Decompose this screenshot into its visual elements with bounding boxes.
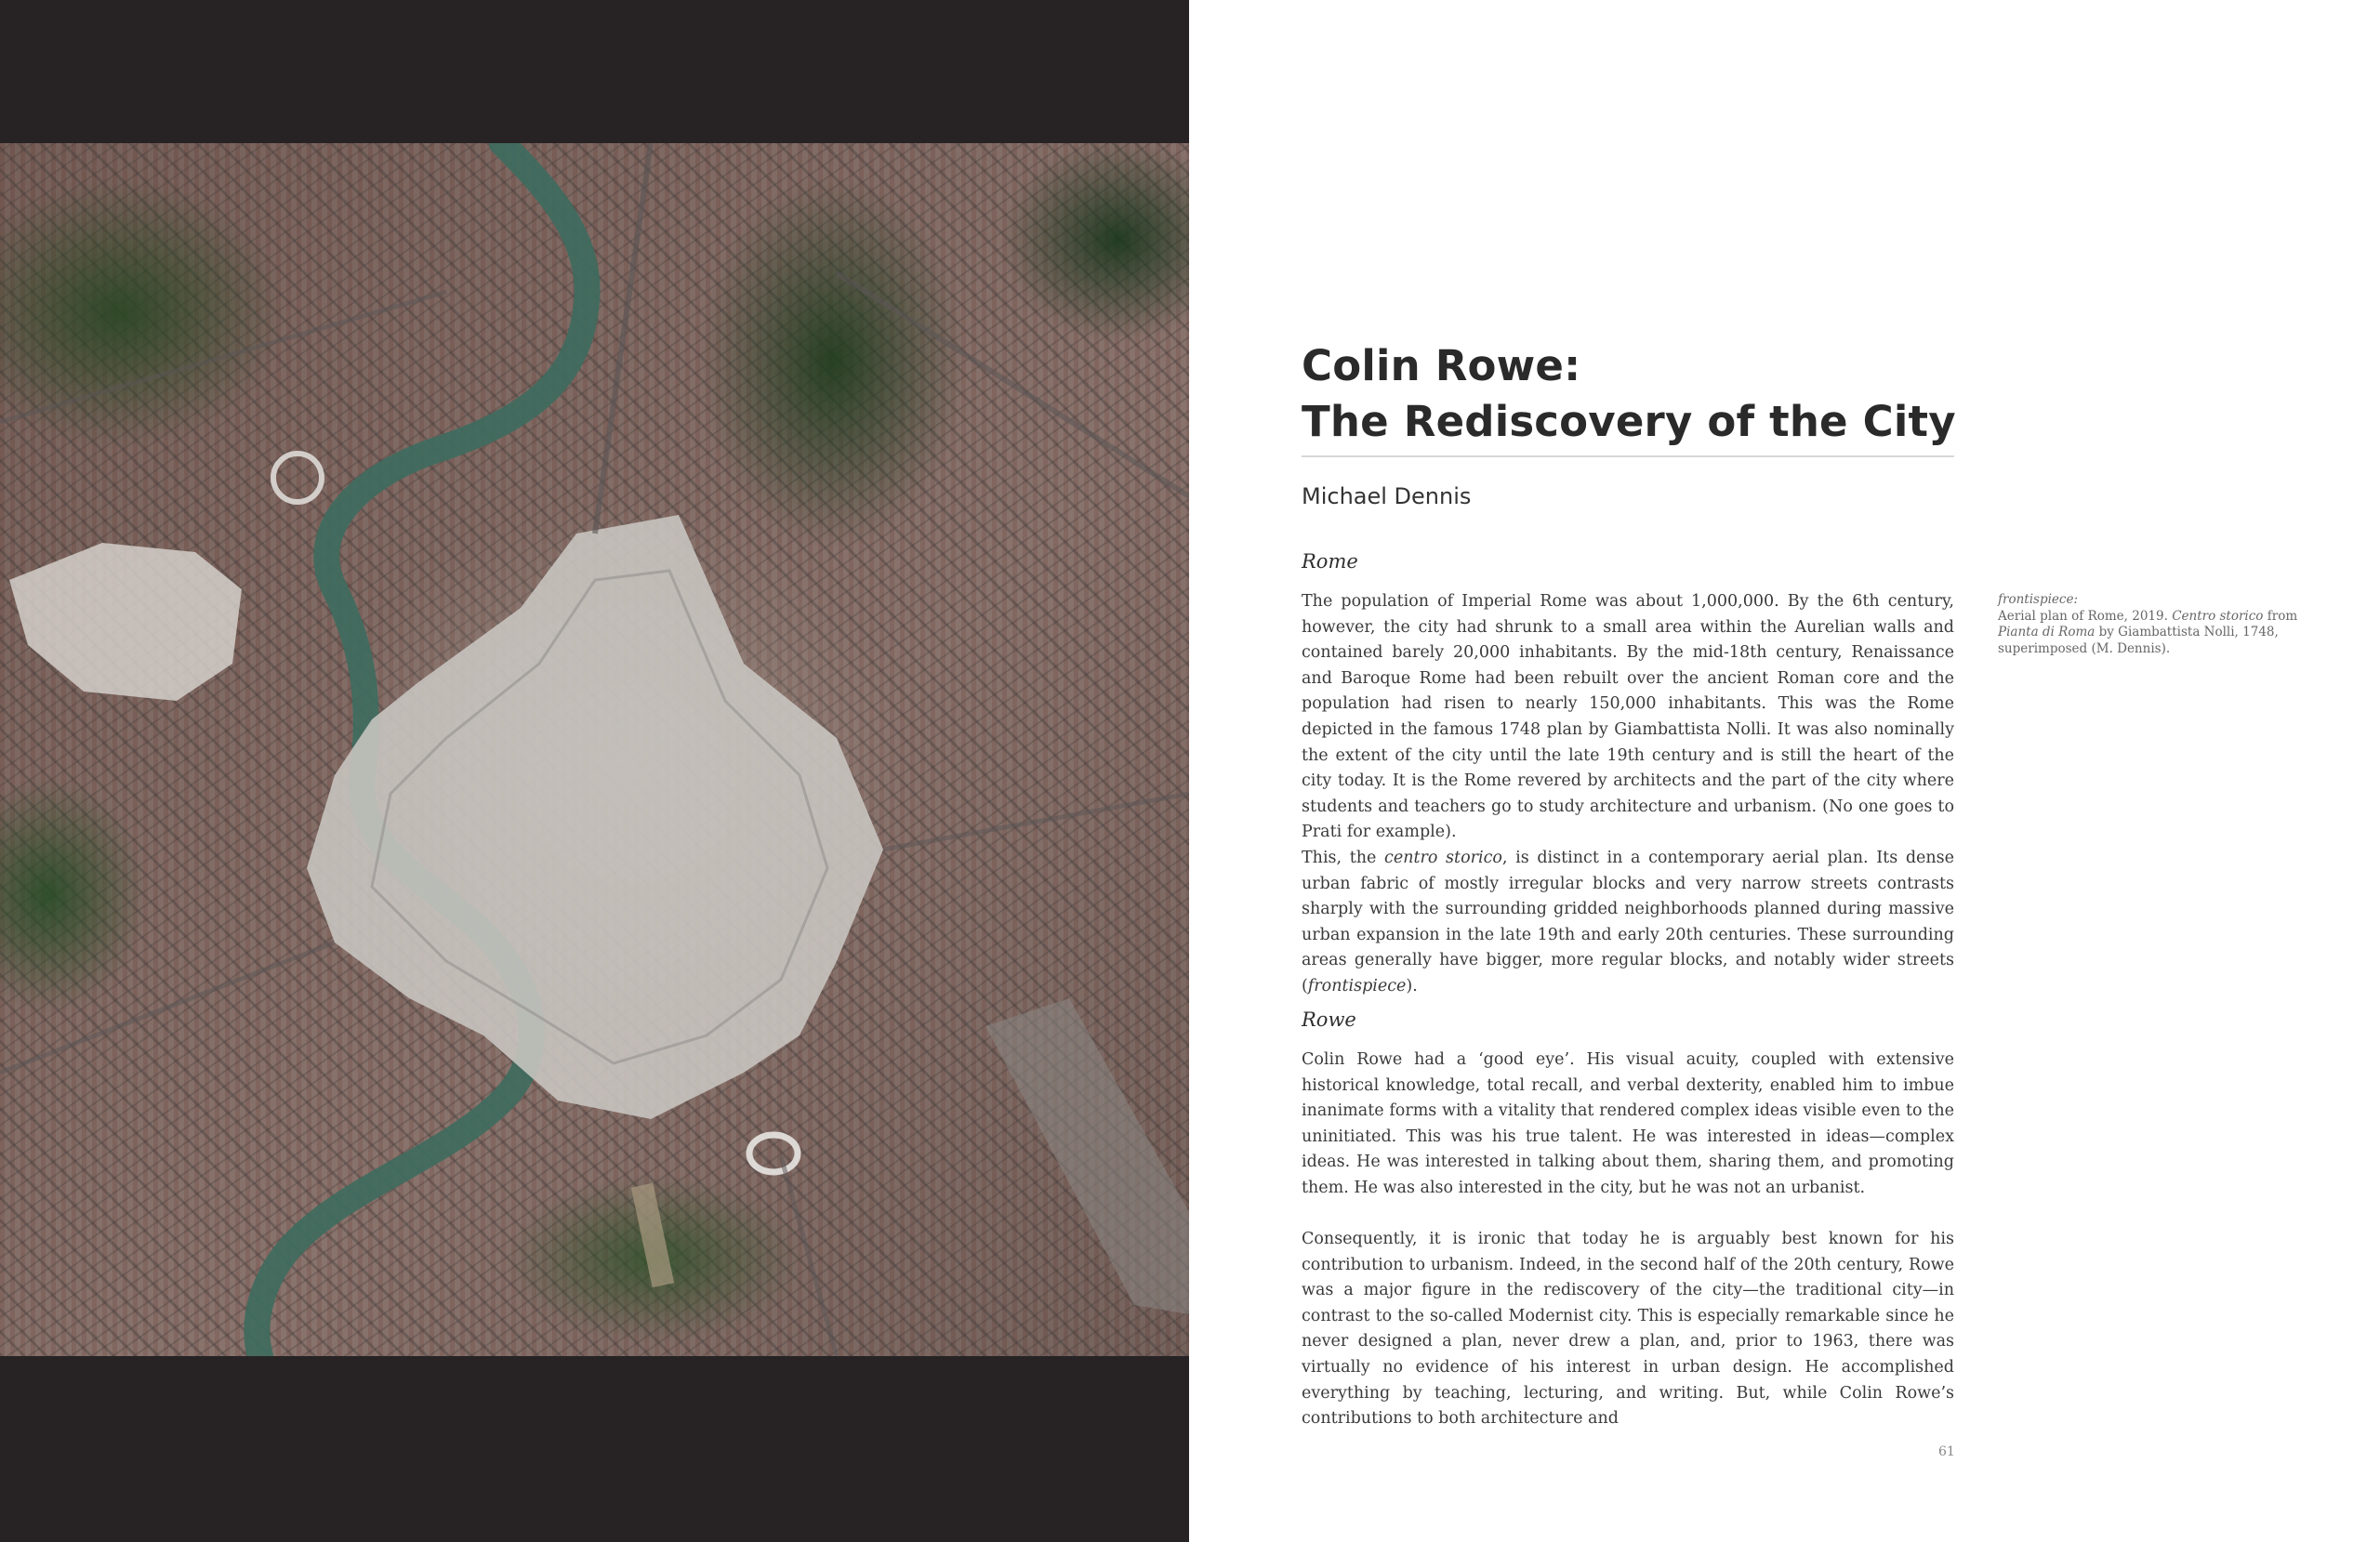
aerial-plan-overlay [0, 143, 1189, 1356]
article-title [1302, 338, 1956, 450]
section-heading-rome: Rome [1302, 550, 1358, 573]
left-page [0, 0, 1189, 1542]
caption-label: frontispiece: [1998, 592, 2078, 607]
paragraph-rowe-1: Colin Rowe had a ‘good eye’. His visual acuity, coupled with extensive historical knowledge, total recall, and verbal dexterity, enabled him to imbue inanimate forms with a vitality that rendered complex ideas visible even to the uninitiated. This was his true talent. He was interested in ideas—complex ideas. He was interested in talking about them, sharing them, and promoting them. He was also interested in the city, but he was not an urbanist. [1302, 1050, 1954, 1197]
paragraph-rome-1: The population of Imperial Rome was about 1,000,000. By the 6th century, however, the city had shrunk to a small area within the Aurelian walls and contained barely 20,000 inhabitants. By the mid-18th century, Renaissance and Baroque Rome had been rebuilt over the ancient Roman core and the population had risen to nearly 150,000 inhabitants. This was the Rome depicted in the famous 1748 plan by Giambattista Nolli. It was also nominally the extent of the city until the late 19th century and is still the heart of the city today. It is the Rome revered by architects and the part of the city where students and teachers go to study architecture and urbanism. (No one goes to Prati for example). [1302, 592, 1954, 842]
paragraph-rowe-2: Consequently, it is ironic that today he is arguably best known for his contribution to urbanism. Indeed, in the second half of the 20th century, Rowe was a major figure in the rediscovery of the city—the traditional city—in contrast to the so-called Modernist city. This is especially remarkable since he never designed a plan, never drew a plan, and, prior to 1963, there was virtually no evidence of his interest in urban design. He accomplished everything by teaching, lecturing, and writing. But, while Colin Rowe’s contributions to both architecture and [1302, 1230, 1954, 1429]
figure-caption: frontispiece: Aerial plan of Rome, 2019. Centro storico from Pianta di Roma by Giambattista Nolli, 1748, superimposed (M. Dennis). [1998, 592, 2319, 657]
article-title-line-2: The Rediscovery of the City [1302, 397, 1956, 446]
page-number: 61 [1938, 1444, 1955, 1459]
author-name: Michael Dennis [1302, 483, 1472, 509]
italic-term: frontispiece [1307, 976, 1407, 995]
aerial-plan-image [0, 143, 1189, 1356]
section-heading-rowe: Rowe [1302, 1008, 1356, 1031]
article-title-line-1: Colin Rowe: [1302, 341, 1581, 390]
right-page [1189, 0, 2380, 1542]
title-divider [1302, 455, 1954, 457]
paragraph-rome-2: This, the centro storico, is distinct in a contemporary aerial plan. Its dense urban fabric of mostly irregular blocks and very narrow streets contrasts sharply with the surrounding gridded neighborhoods planned during massive urban expansion in the late 19th and early 20th centuries. These surrounding areas generally have bigger, more regular blocks, and notably wider streets (frontispiece). [1302, 849, 1954, 995]
italic-term: centro storico [1384, 849, 1502, 867]
